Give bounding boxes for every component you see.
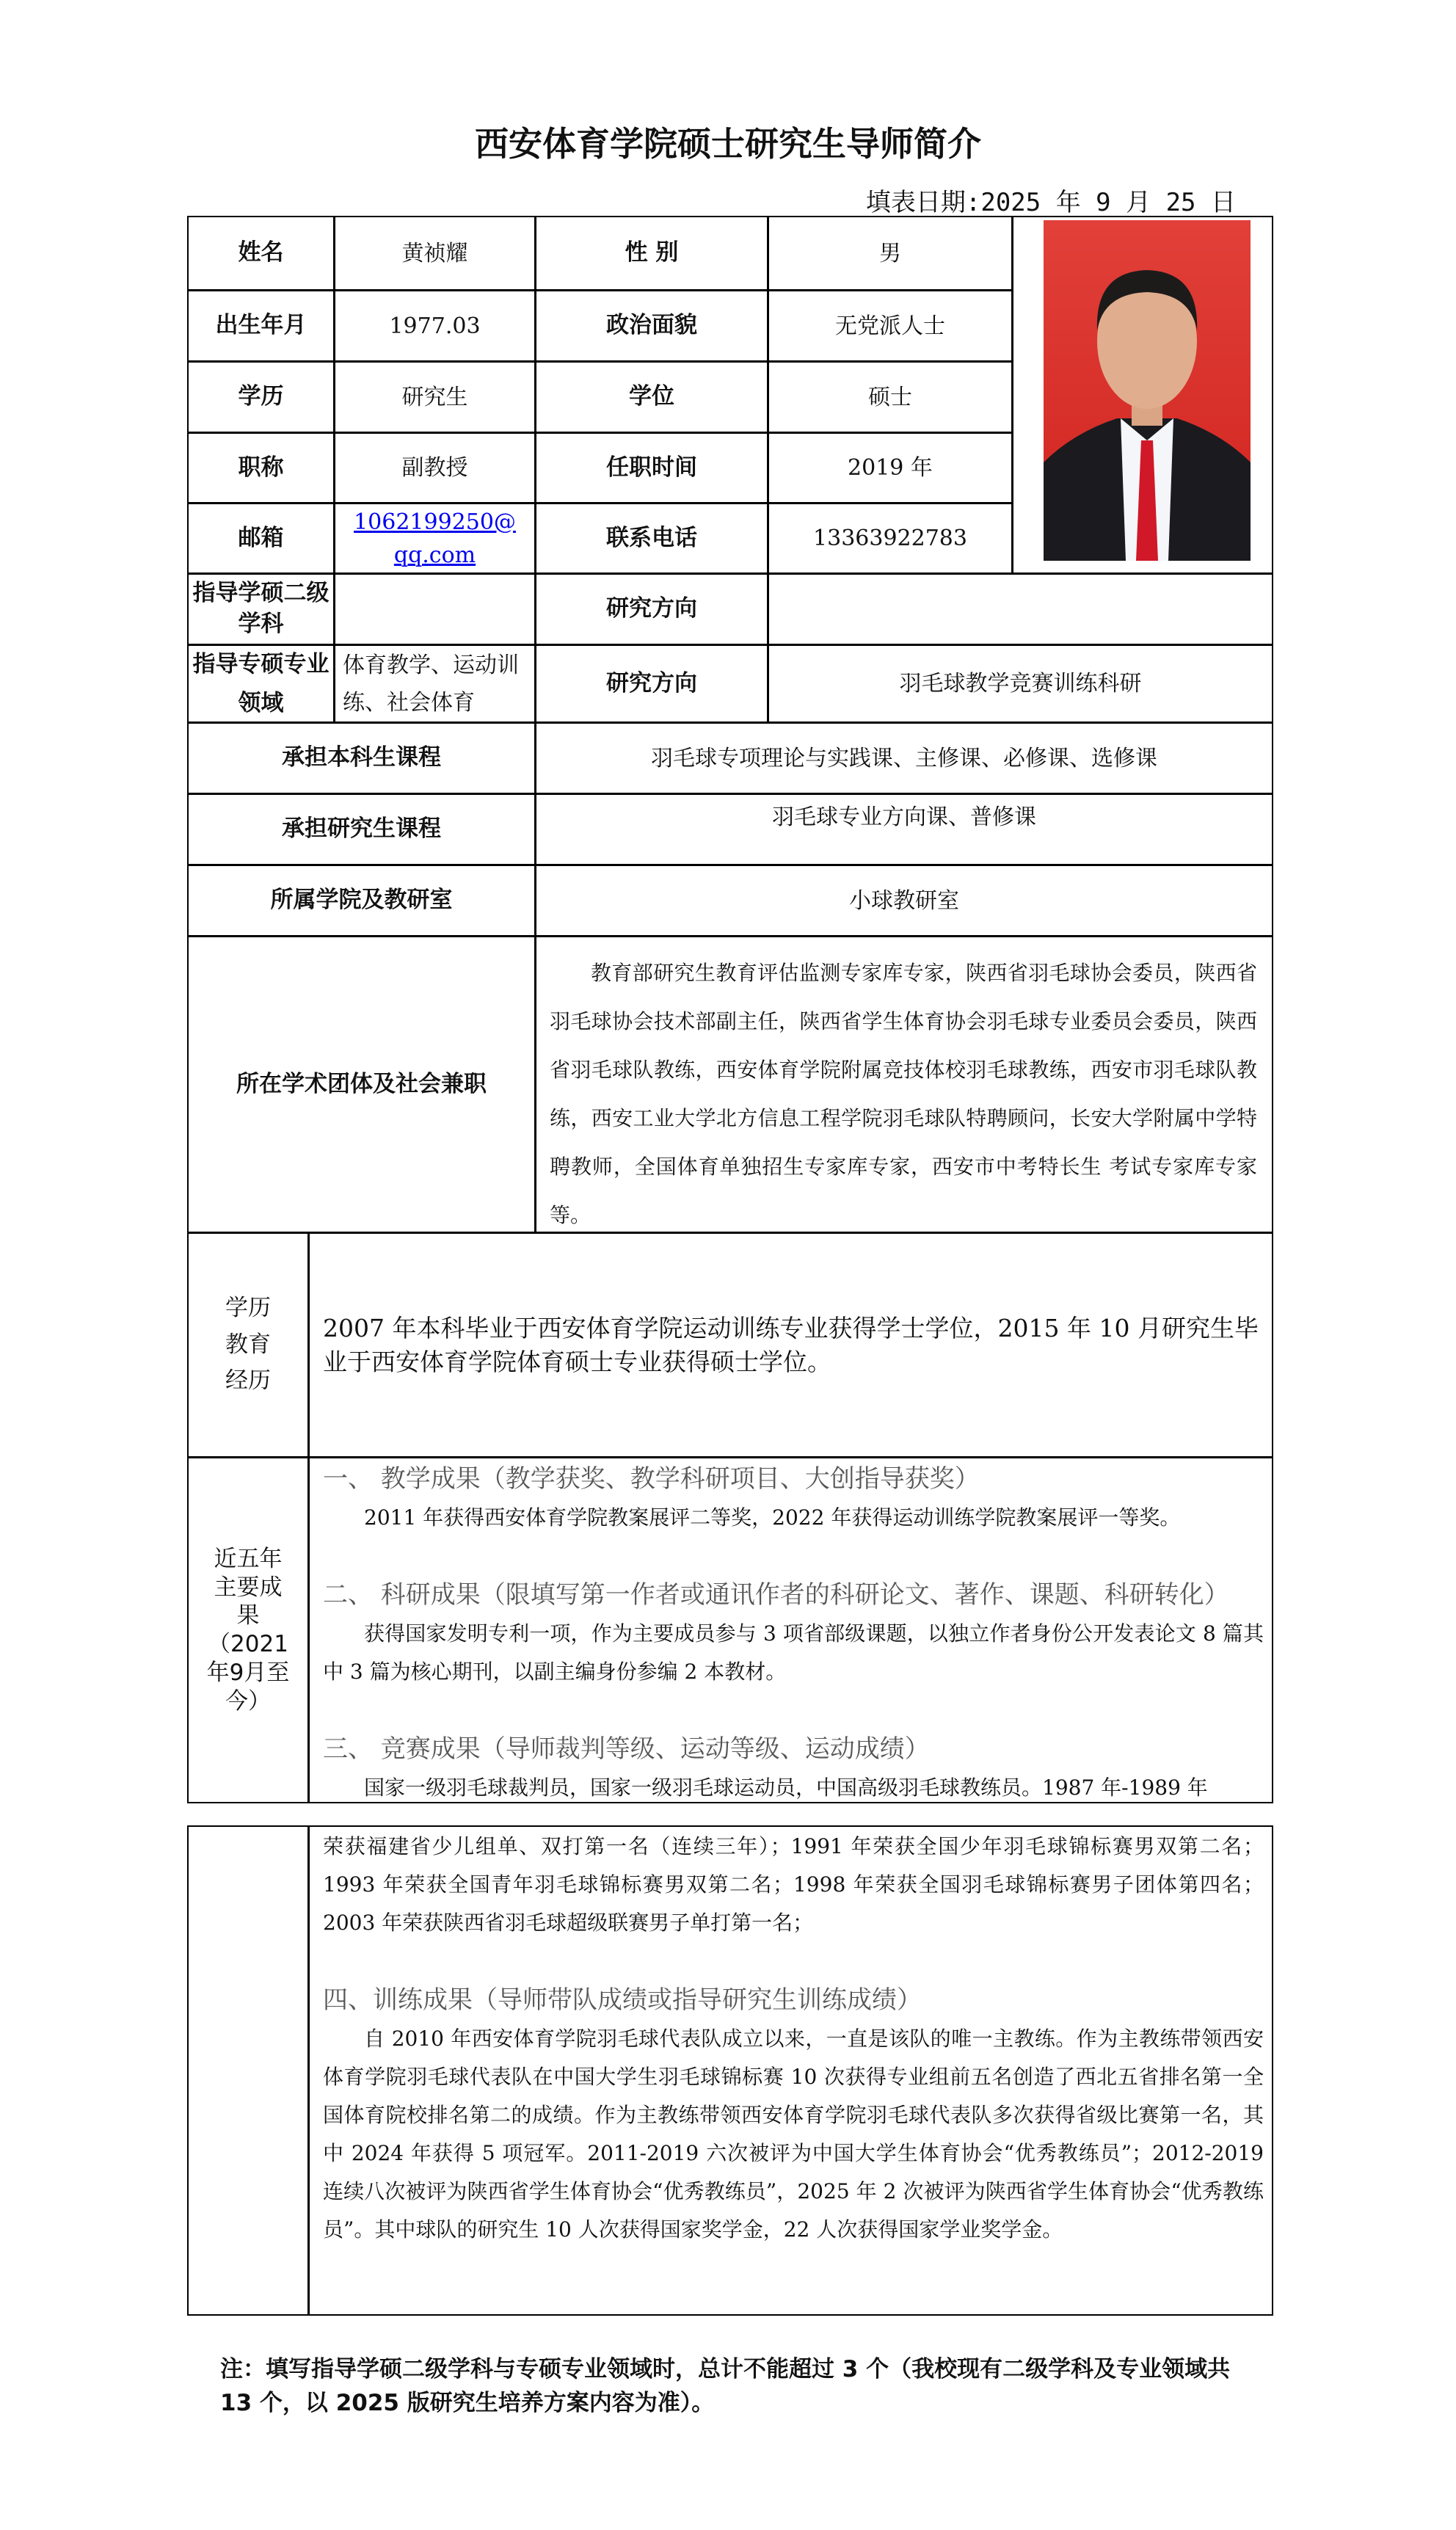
societies-cell	[535, 936, 1273, 1233]
label-grad-courses: 承担研究生课程	[187, 793, 536, 865]
heading-training: 四、训练成果（导师带队成绩或指导研究生训练成绩）	[323, 1985, 922, 2015]
email-cell	[334, 503, 536, 574]
label-edu-history: 学历教育经历	[187, 1232, 309, 1458]
label-degree: 学位	[535, 361, 768, 433]
achievements-part1	[323, 1459, 1264, 1807]
footnote: 注：填写指导学硕二级学科与专硕专业领域时，总计不能超过 3 个（我校现有二级学科及专业领域共 13 个，以 2025 版研究生培养方案内容为准）。	[220, 2356, 1231, 2416]
label-education: 学历	[187, 361, 335, 433]
label-department: 所属学院及教研室	[187, 865, 536, 937]
heading-competition: 三、 竞赛成果（导师裁判等级、运动等级、运动成绩）	[323, 1734, 930, 1764]
achievements-part2	[323, 1828, 1264, 2249]
value-professional-field: 体育教学、运动训练、社会体育	[334, 644, 536, 723]
value-appoint-time: 2019 年	[768, 432, 1013, 504]
value-grad-courses: 羽毛球专业方向课、普修课	[535, 793, 1273, 865]
label-name: 姓名	[187, 216, 335, 291]
label-achievements: 近五年主要成果（2021年9月至今）	[187, 1457, 309, 1803]
value-education: 研究生	[334, 361, 536, 433]
email-link[interactable]: 1062199250@qq.com	[354, 509, 516, 568]
value-societies: 教育部研究生教育评估监测专家库专家，陕西省羽毛球协会委员，陕西省羽毛球协会技术部副主任，陕西省学生体育协会羽毛球专业委员会委员，陕西省羽毛球队教练，西安体育学院附属竞技体校羽毛球教练，西安市羽毛球队教练，西安工业大学北方信息工程学院羽毛球队特聘顾问，长安大学附属中学特聘教师，全国体育单独招生专家库专家，西安市中考特长生 考试专家库专家等。	[550, 961, 1257, 1227]
text-training: 自 2010 年西安体育学院羽毛球代表队成立以来，一直是该队的唯一主教练。作为主教练带领西安体育学院羽毛球代表队在中国大学生羽毛球锦标赛 10 次获得专业组前五名创造了西北五省排名第一全国体育院校排名第二的成绩。作为主教练带领西安体育学院羽毛球代表队多次获得省级比赛第一名，其中 2024 年获得 5 项冠军。2011-2019 六次被评为中国大学生体育协会“优秀教练员”；2012-2019 连续八次被评为陕西省学生体育协会“优秀教练员”，2025 年 2 次被评为陕西省学生体育协会“优秀教练员”。其中球队的研究生 10 人次获得国家奖学金，22 人次获得国家学业奖学金。	[323, 2026, 1264, 2242]
fill-date: 填表日期:2025 年 9 月 25 日	[865, 188, 1236, 217]
page-title: 西安体育学院硕士研究生导师简介	[475, 124, 981, 164]
edu-history-cell	[308, 1232, 1273, 1458]
value-research-direction-1	[768, 573, 1273, 645]
label-appoint-time: 任职时间	[535, 432, 768, 504]
label-gender: 性 别	[535, 216, 768, 291]
portrait-photo	[1044, 220, 1251, 561]
text-competition-2: 荣获福建省少儿组单、双打第一名（连续三年）；1991 年荣获全国少年羽毛球锦标赛男双第二名；1993 年荣获全国青年羽毛球锦标赛男双第二名；1998 年荣获全国羽毛球锦标赛男子团体第四名；2003 年荣获陕西省羽毛球超级联赛男子单打第一名；	[323, 1834, 1264, 1935]
value-name: 黄祯耀	[334, 216, 536, 291]
label-academic-discipline: 指导学硕二级学科	[187, 573, 335, 645]
value-degree: 硕士	[768, 361, 1013, 433]
text-teaching: 2011 年获得西安体育学院教案展评二等奖，2022 年获得运动训练学院教案展评一等奖。	[364, 1505, 1181, 1530]
label-email: 邮箱	[187, 503, 335, 574]
label-phone: 联系电话	[535, 503, 768, 574]
value-phone: 13363922783	[768, 503, 1013, 574]
label-societies: 所在学术团体及社会兼职	[187, 936, 536, 1233]
value-gender: 男	[768, 216, 1013, 291]
value-undergrad-courses: 羽毛球专项理论与实践课、主修课、必修课、选修课	[535, 722, 1273, 794]
label-professional-field: 指导专硕专业领域	[187, 644, 335, 723]
value-political: 无党派人士	[768, 290, 1013, 362]
label-undergrad-courses: 承担本科生课程	[187, 722, 536, 794]
label-title: 职称	[187, 432, 335, 504]
value-academic-discipline	[334, 573, 536, 645]
value-department: 小球教研室	[535, 865, 1273, 937]
heading-research: 二、 科研成果（限填写第一作者或通讯作者的科研论文、著作、课题、科研转化）	[323, 1580, 1229, 1610]
continuation-label-cell	[187, 1825, 309, 2316]
heading-teaching: 一、 教学成果（教学获奖、教学科研项目、大创指导获奖）	[323, 1464, 980, 1494]
value-edu-history: 2007 年本科毕业于西安体育学院运动训练专业获得学士学位，2015 年 10 月研究生毕业于西安体育学院体育硕士专业获得硕士学位。	[323, 1313, 1259, 1376]
text-research: 获得国家发明专利一项，作为主要成员参与 3 项省部级课题，以独立作者身份公开发表论文 8 篇其中 3 篇为核心期刊，以副主编身份参编 2 本教材。	[323, 1621, 1264, 1684]
value-birth: 1977.03	[334, 290, 536, 362]
value-research-direction-2: 羽毛球教学竞赛训练科研	[768, 644, 1273, 723]
label-political: 政治面貌	[535, 290, 768, 362]
value-title: 副教授	[334, 432, 536, 504]
text-competition-1: 国家一级羽毛球裁判员，国家一级羽毛球运动员，中国高级羽毛球教练员。1987 年-1989 年	[364, 1775, 1208, 1800]
label-birth: 出生年月	[187, 290, 335, 362]
label-research-direction-1: 研究方向	[535, 573, 768, 645]
label-research-direction-2: 研究方向	[535, 644, 768, 723]
